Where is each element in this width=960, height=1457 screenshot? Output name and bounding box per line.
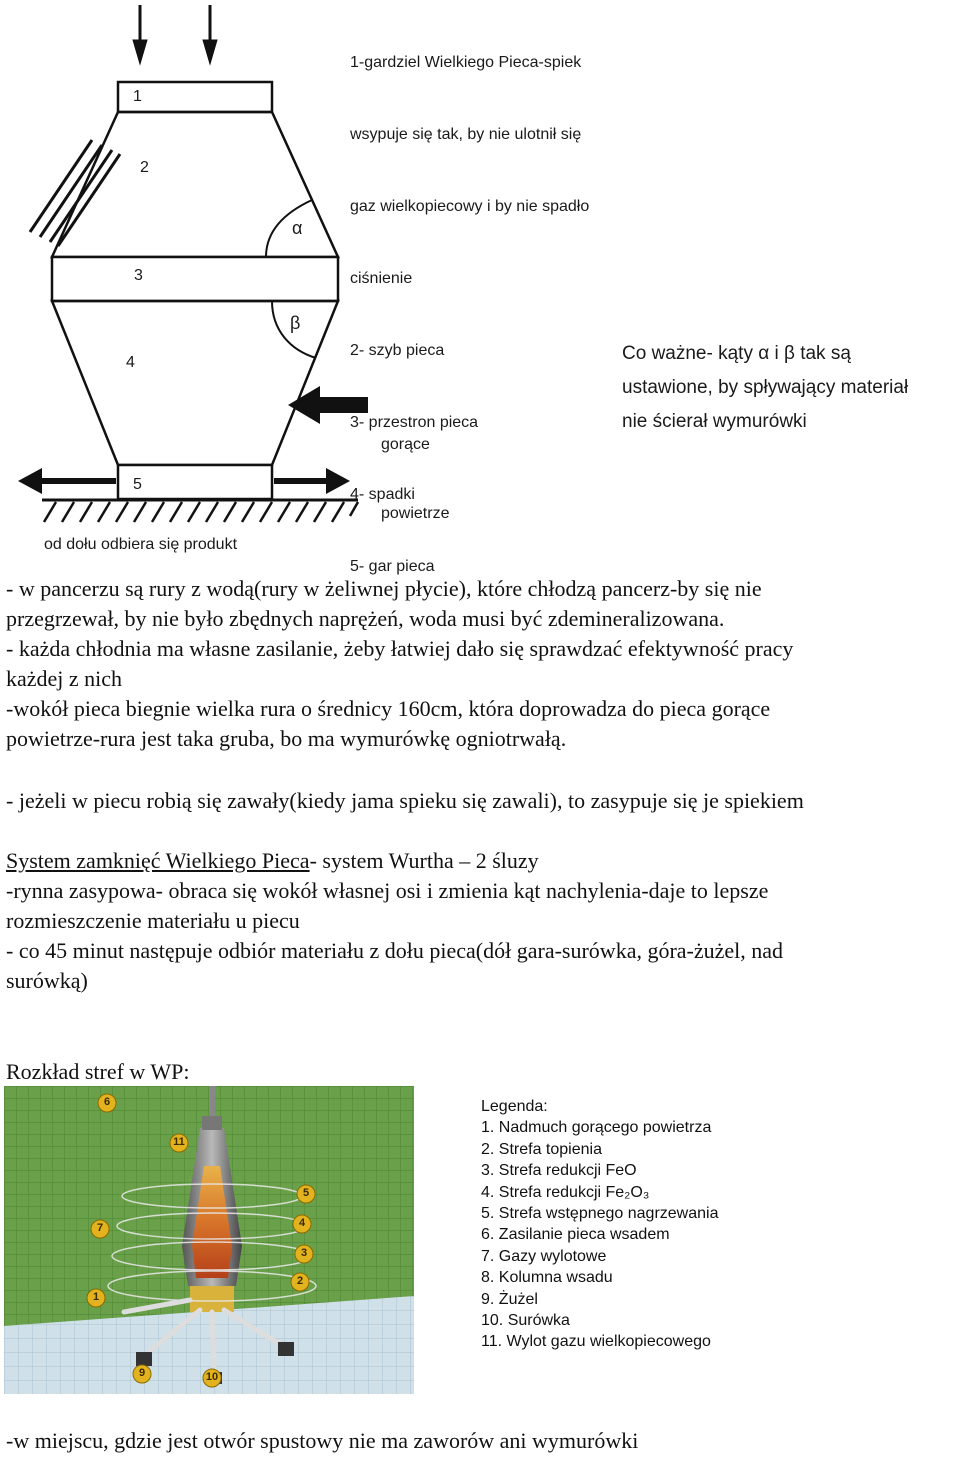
text-line: - jeżeli w piecu robią się zawały(kiedy jama spieku się zawali), to zasypuje się je spiekiem (6, 788, 804, 813)
note-line: nie ścierał wymurówki (622, 411, 807, 432)
text-run: - system Wurtha – 2 śluzy (309, 848, 539, 873)
paragraph-cooling (6, 574, 793, 754)
legend-item: 6. Zasilanie pieca wsadem (481, 1226, 670, 1244)
zones-legend (481, 1096, 718, 1353)
diagram-legend-line: wsypuje się tak, by nie ulotnił się (350, 126, 582, 143)
text-line: przegrzewał, by nie było zbędnych naprężeń, woda musi być zdemineralizowana. (6, 606, 725, 631)
text-line: - każda chłodnia ma własne zasilanie, żeby łatwiej dało się sprawdzać efektywność pracy (6, 636, 794, 661)
legend-title: Legenda: (481, 1098, 548, 1115)
legend-item: 1. Nadmuch gorącego powietrza (481, 1119, 712, 1137)
diagram-legend-line: ciśnienie (350, 270, 413, 287)
underlined-term: System zamknięć Wielkiego Pieca (6, 848, 310, 873)
text-line: - w pancerzu są rury z wodą(rury w żeliwnej płycie), które chłodzą pancerz-by się nie (6, 576, 762, 601)
text-line: rozmieszczenie materiału u piecu (6, 908, 300, 933)
marker-label: 1 (92, 1291, 100, 1303)
marker-label: 6 (103, 1096, 111, 1108)
marker-label: 11 (173, 1136, 185, 1148)
final-line: -w miejscu, gdzie jest otwór spustowy nie ma zaworów ani wymurówki (6, 1428, 639, 1453)
text-line: surówką) (6, 968, 88, 993)
legend-item: 11. Wylot gazu wielkopiecowego (481, 1333, 711, 1351)
marker-label: 5 (302, 1187, 310, 1199)
part-number-5: 5 (133, 476, 142, 493)
diagram-legend-line: 5- gar pieca (350, 558, 435, 575)
marker-label: 2 (296, 1275, 304, 1287)
zones-heading: Rozkład stref w WP: (6, 1059, 190, 1084)
paragraph-collapse (6, 786, 804, 816)
part-number-2: 2 (140, 159, 149, 176)
legend-item: 10. Surówka (481, 1312, 570, 1330)
legend-item: 3. Strefa redukcji FeO (481, 1162, 637, 1180)
marker-label: 10 (205, 1371, 219, 1383)
paragraph-closure-system (6, 846, 783, 996)
hot-air-label-line-1: gorące (381, 436, 430, 453)
legend-item: 7. Gazy wylotowe (481, 1247, 607, 1265)
part-number-3: 3 (134, 267, 143, 284)
diagram-legend-line: 3- przestron pieca (350, 414, 479, 431)
alpha-angle-arc (266, 200, 312, 257)
angles-note (622, 337, 908, 439)
diagram-legend-line: 4- spadki (350, 486, 415, 503)
legend-item: 9. Żużel (481, 1290, 538, 1308)
legend-item: 4. Strefa redukcji Fe₂O₃ (481, 1183, 650, 1201)
diagram-legend-line: 1-gardziel Wielkiego Pieca-spiek (350, 54, 582, 71)
part-number-4: 4 (126, 354, 135, 371)
marker-label: 7 (96, 1222, 104, 1234)
legend-item: 5. Strefa wstępnego nagrzewania (481, 1205, 719, 1223)
text-line: - co 45 minut następuje odbiór materiału z dołu pieca(dół gara-surówka, góra-żużel, nad (6, 938, 784, 963)
beta-label: β (290, 313, 301, 333)
marker-label: 9 (138, 1367, 146, 1379)
shell-hatching (30, 140, 120, 246)
marker-label: 4 (298, 1217, 306, 1229)
bottom-caption: od dołu odbiera się produkt (44, 536, 238, 553)
belly-box (52, 257, 338, 301)
note-line: Co ważne- kąty α i β tak są (622, 343, 851, 364)
diagram-legend-line: gaz wielkopiecowy i by nie spadło (350, 198, 590, 215)
text-line: -wokół pieca biegnie wielka rura o średnicy 160cm, która doprowadza do pieca gorące (6, 696, 771, 721)
legend-item: 8. Kolumna wsadu (481, 1269, 613, 1287)
diagram-legend (350, 3, 589, 603)
text-line: -rynna zasypowa- obraca się wokół własnej osi i zmienia kąt nachylenia-daje to lepsze (6, 878, 769, 903)
text-line (6, 846, 783, 876)
alpha-label: α (292, 218, 303, 238)
note-line: ustawione, by spływający materiał (622, 377, 909, 398)
top-arrows (133, 5, 217, 64)
hot-air-label-line-2: powietrze (381, 505, 450, 522)
text-line: każdej z nich (6, 666, 123, 691)
text-line: powietrze-rura jest taka gruba, bo ma wymurówkę ogniotrwałą. (6, 726, 567, 751)
legend-item: 2. Strefa topienia (481, 1140, 602, 1158)
zone-marker-labels (4, 1086, 414, 1394)
part-number-1: 1 (133, 88, 142, 105)
marker-label: 3 (300, 1247, 308, 1259)
ground (42, 500, 358, 522)
diagram-legend-line: 2- szyb pieca (350, 342, 445, 359)
